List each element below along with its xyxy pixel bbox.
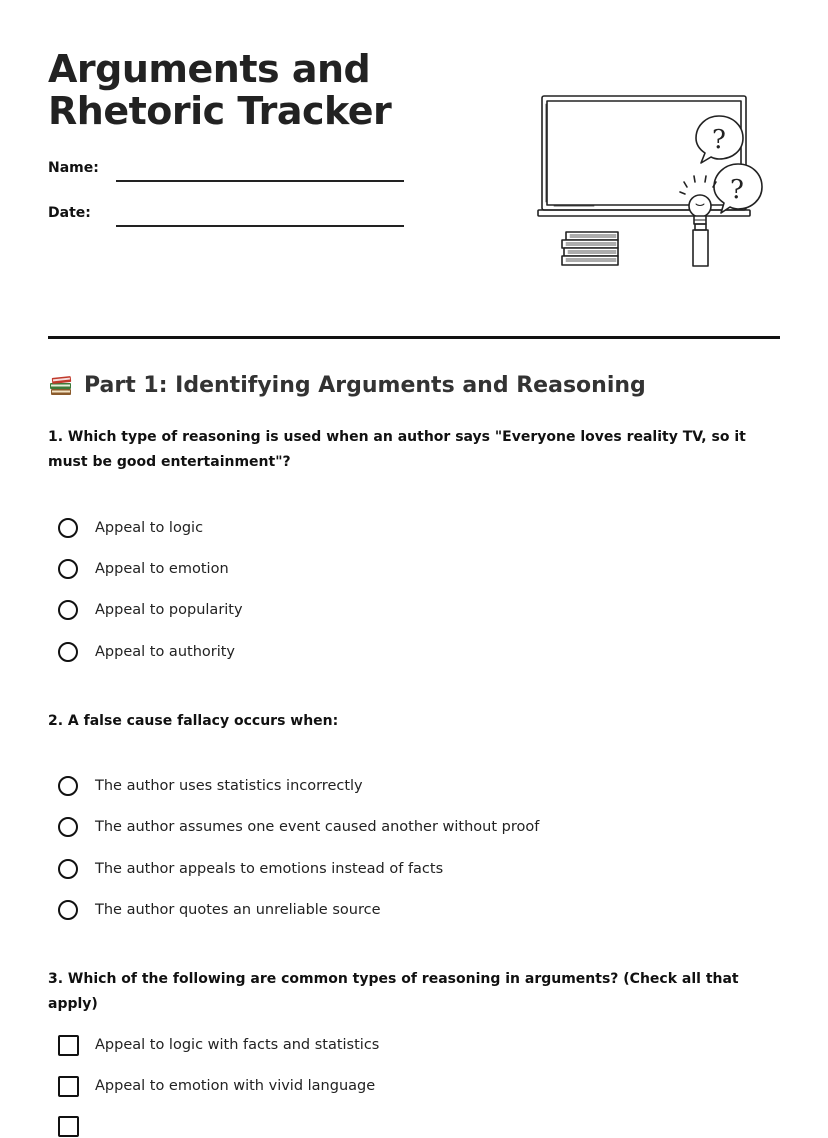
question-1: 1. Which type of reasoning is used when an author says "Everyone loves reality TV, so it must be good entertainment"? [48,429,746,470]
radio-button[interactable] [58,859,78,879]
checkbox[interactable] [58,1035,79,1056]
q2-option-1[interactable] [58,774,363,798]
date-input-line[interactable] [116,225,404,227]
page-title: Arguments and Rhetoric Tracker [48,47,392,133]
q1-option-3[interactable] [58,598,243,622]
radio-button[interactable] [58,900,78,920]
q2-option-3[interactable] [58,857,443,881]
svg-text:?: ? [712,125,726,155]
option-label: The author uses statistics incorrectly [95,778,363,794]
option-label: Appeal to authority [95,644,236,660]
name-input-line[interactable] [116,180,404,182]
date-label: Date: [48,205,91,221]
q3-option-1[interactable] [58,1033,379,1057]
svg-text:?: ? [730,175,744,205]
q1-option-2[interactable] [58,557,229,581]
radio-button[interactable] [58,559,78,579]
question-2: 2. A false cause fallacy occurs when: [48,713,339,729]
option-label: Appeal to emotion with vivid language [95,1078,376,1094]
q2-option-2[interactable] [58,815,539,839]
option-label: Appeal to popularity [95,602,243,618]
checkbox[interactable] [58,1076,79,1097]
option-label: The author appeals to emotions instead of facts [95,861,444,877]
radio-button[interactable] [58,518,78,538]
chalkboard-lightbulb-question-icon [534,90,770,274]
section-divider [48,336,780,339]
q1-option-1[interactable] [58,516,203,540]
radio-button[interactable] [58,600,78,620]
part1-heading-text: Part 1: Identifying Arguments and Reasoning [84,372,646,398]
option-label: The author quotes an unreliable source [95,902,381,918]
question-3: 3. Which of the following are common types of reasoning in arguments? (Check all that apply) [48,971,739,1012]
radio-button[interactable] [58,817,78,837]
checkbox[interactable] [58,1116,79,1137]
name-label: Name: [48,160,99,176]
option-label: Appeal to logic with facts and statistics [95,1037,380,1053]
radio-button[interactable] [58,642,78,662]
option-label: Appeal to logic [95,520,204,536]
q1-option-4[interactable] [58,640,235,664]
part1-heading [48,372,646,398]
radio-button[interactable] [58,776,78,796]
q2-option-4[interactable] [58,898,381,922]
q3-option-2[interactable] [58,1074,375,1098]
books-icon [48,372,74,398]
option-label: The author assumes one event caused another without proof [95,819,540,835]
option-label: Appeal to emotion [95,561,229,577]
